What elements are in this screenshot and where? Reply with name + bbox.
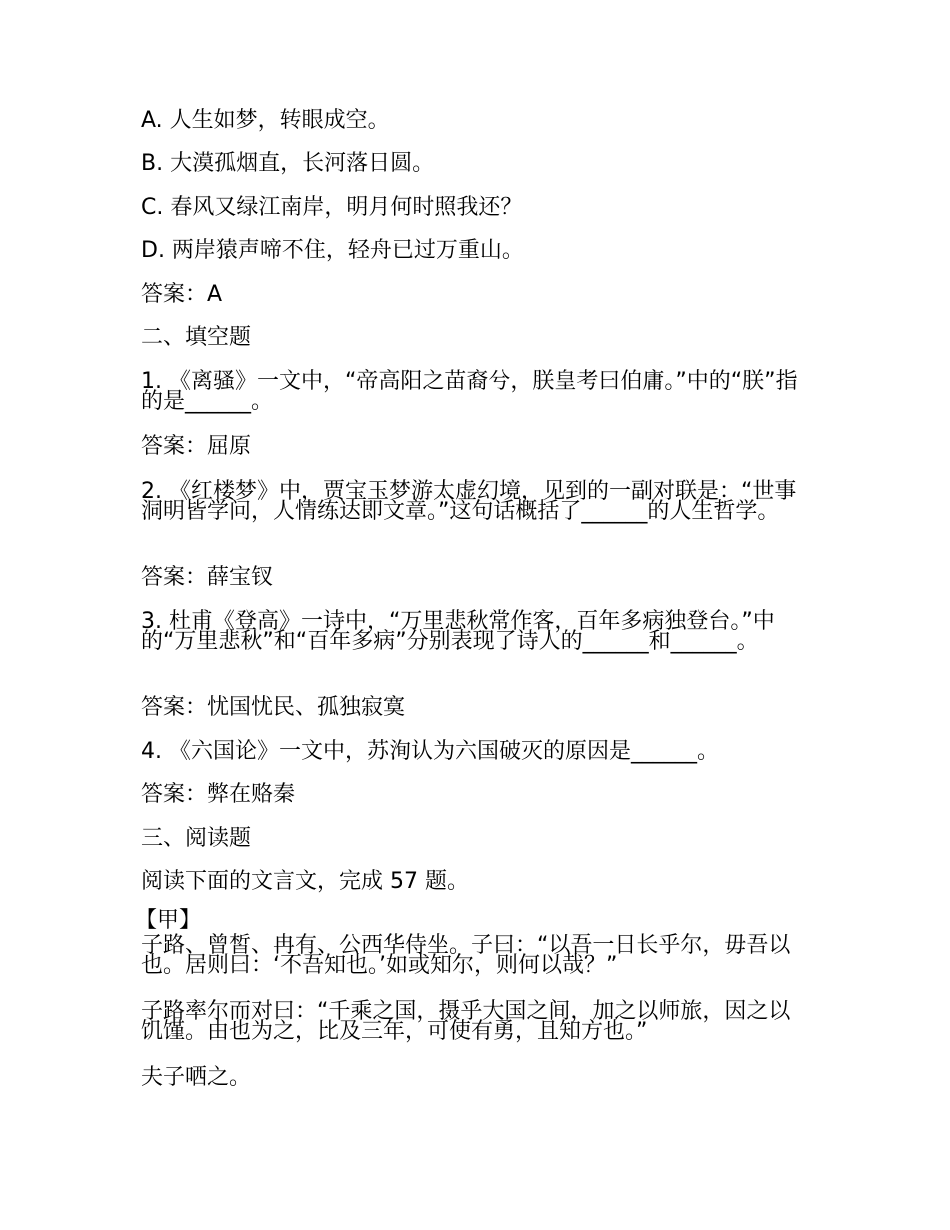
choice-c: C. 春风又绿江南岸，明月何时照我还？ bbox=[141, 195, 523, 220]
choice-answer: 答案：A bbox=[141, 282, 223, 307]
section-title-reading: 三、阅读题 bbox=[141, 826, 252, 851]
question-3-answer: 答案：忧国忧民、孤独寂寞 bbox=[141, 695, 406, 720]
question-1-answer: 答案：屈原 bbox=[141, 434, 252, 459]
question-4-answer: 答案：弊在赂秦 bbox=[141, 782, 296, 807]
reading-intro: 阅读下面的文言文，完成 57 题。 bbox=[141, 869, 469, 894]
section-title-fill-blank: 二、填空题 bbox=[141, 325, 252, 350]
passage-paragraph-1: 子路、曾皙、冉有、公西华侍坐。子曰：“以吾一日长乎尔，毋吾以也。居则曰：‘不吾知也。’如或知尔，则何以哉？” bbox=[141, 933, 791, 978]
question-2-text: 2. 《红楼梦》中，贾宝玉梦游太虚幻境，见到的一副对联是：“世事洞明皆学问，人情练达即文章。”这句话概括了______的人生哲学。 bbox=[141, 479, 797, 524]
choice-a: A. 人生如梦，转眼成空。 bbox=[141, 108, 390, 133]
question-4-text: 4. 《六国论》一文中，苏洵认为六国破灭的原因是______。 bbox=[141, 739, 719, 764]
passage-paragraph-3: 夫子哂之。 bbox=[141, 1065, 252, 1090]
passage-label: 【甲】 bbox=[135, 908, 202, 933]
choice-d: D. 两岸猿声啼不住，轻舟已过万重山。 bbox=[141, 238, 524, 263]
question-1-text: 1. 《离骚》一文中，“帝高阳之苗裔兮，朕皇考曰伯庸。”中的“朕”指的是______。 bbox=[141, 369, 798, 414]
passage-paragraph-2: 子路率尔而对曰：“千乘之国，摄乎大国之间，加之以师旅，因之以饥馑。由也为之，比及三年，可使有勇，且知方也。” bbox=[141, 999, 791, 1044]
question-3-text: 3. 杜甫《登高》一诗中，“万里悲秋常作客，百年多病独登台。”中的“万里悲秋”和“百年多病”分别表现了诗人的______和______。 bbox=[141, 609, 775, 654]
question-2-answer: 答案：薛宝钗 bbox=[141, 565, 274, 590]
choice-b: B. 大漠孤烟直，长河落日圆。 bbox=[141, 151, 435, 176]
